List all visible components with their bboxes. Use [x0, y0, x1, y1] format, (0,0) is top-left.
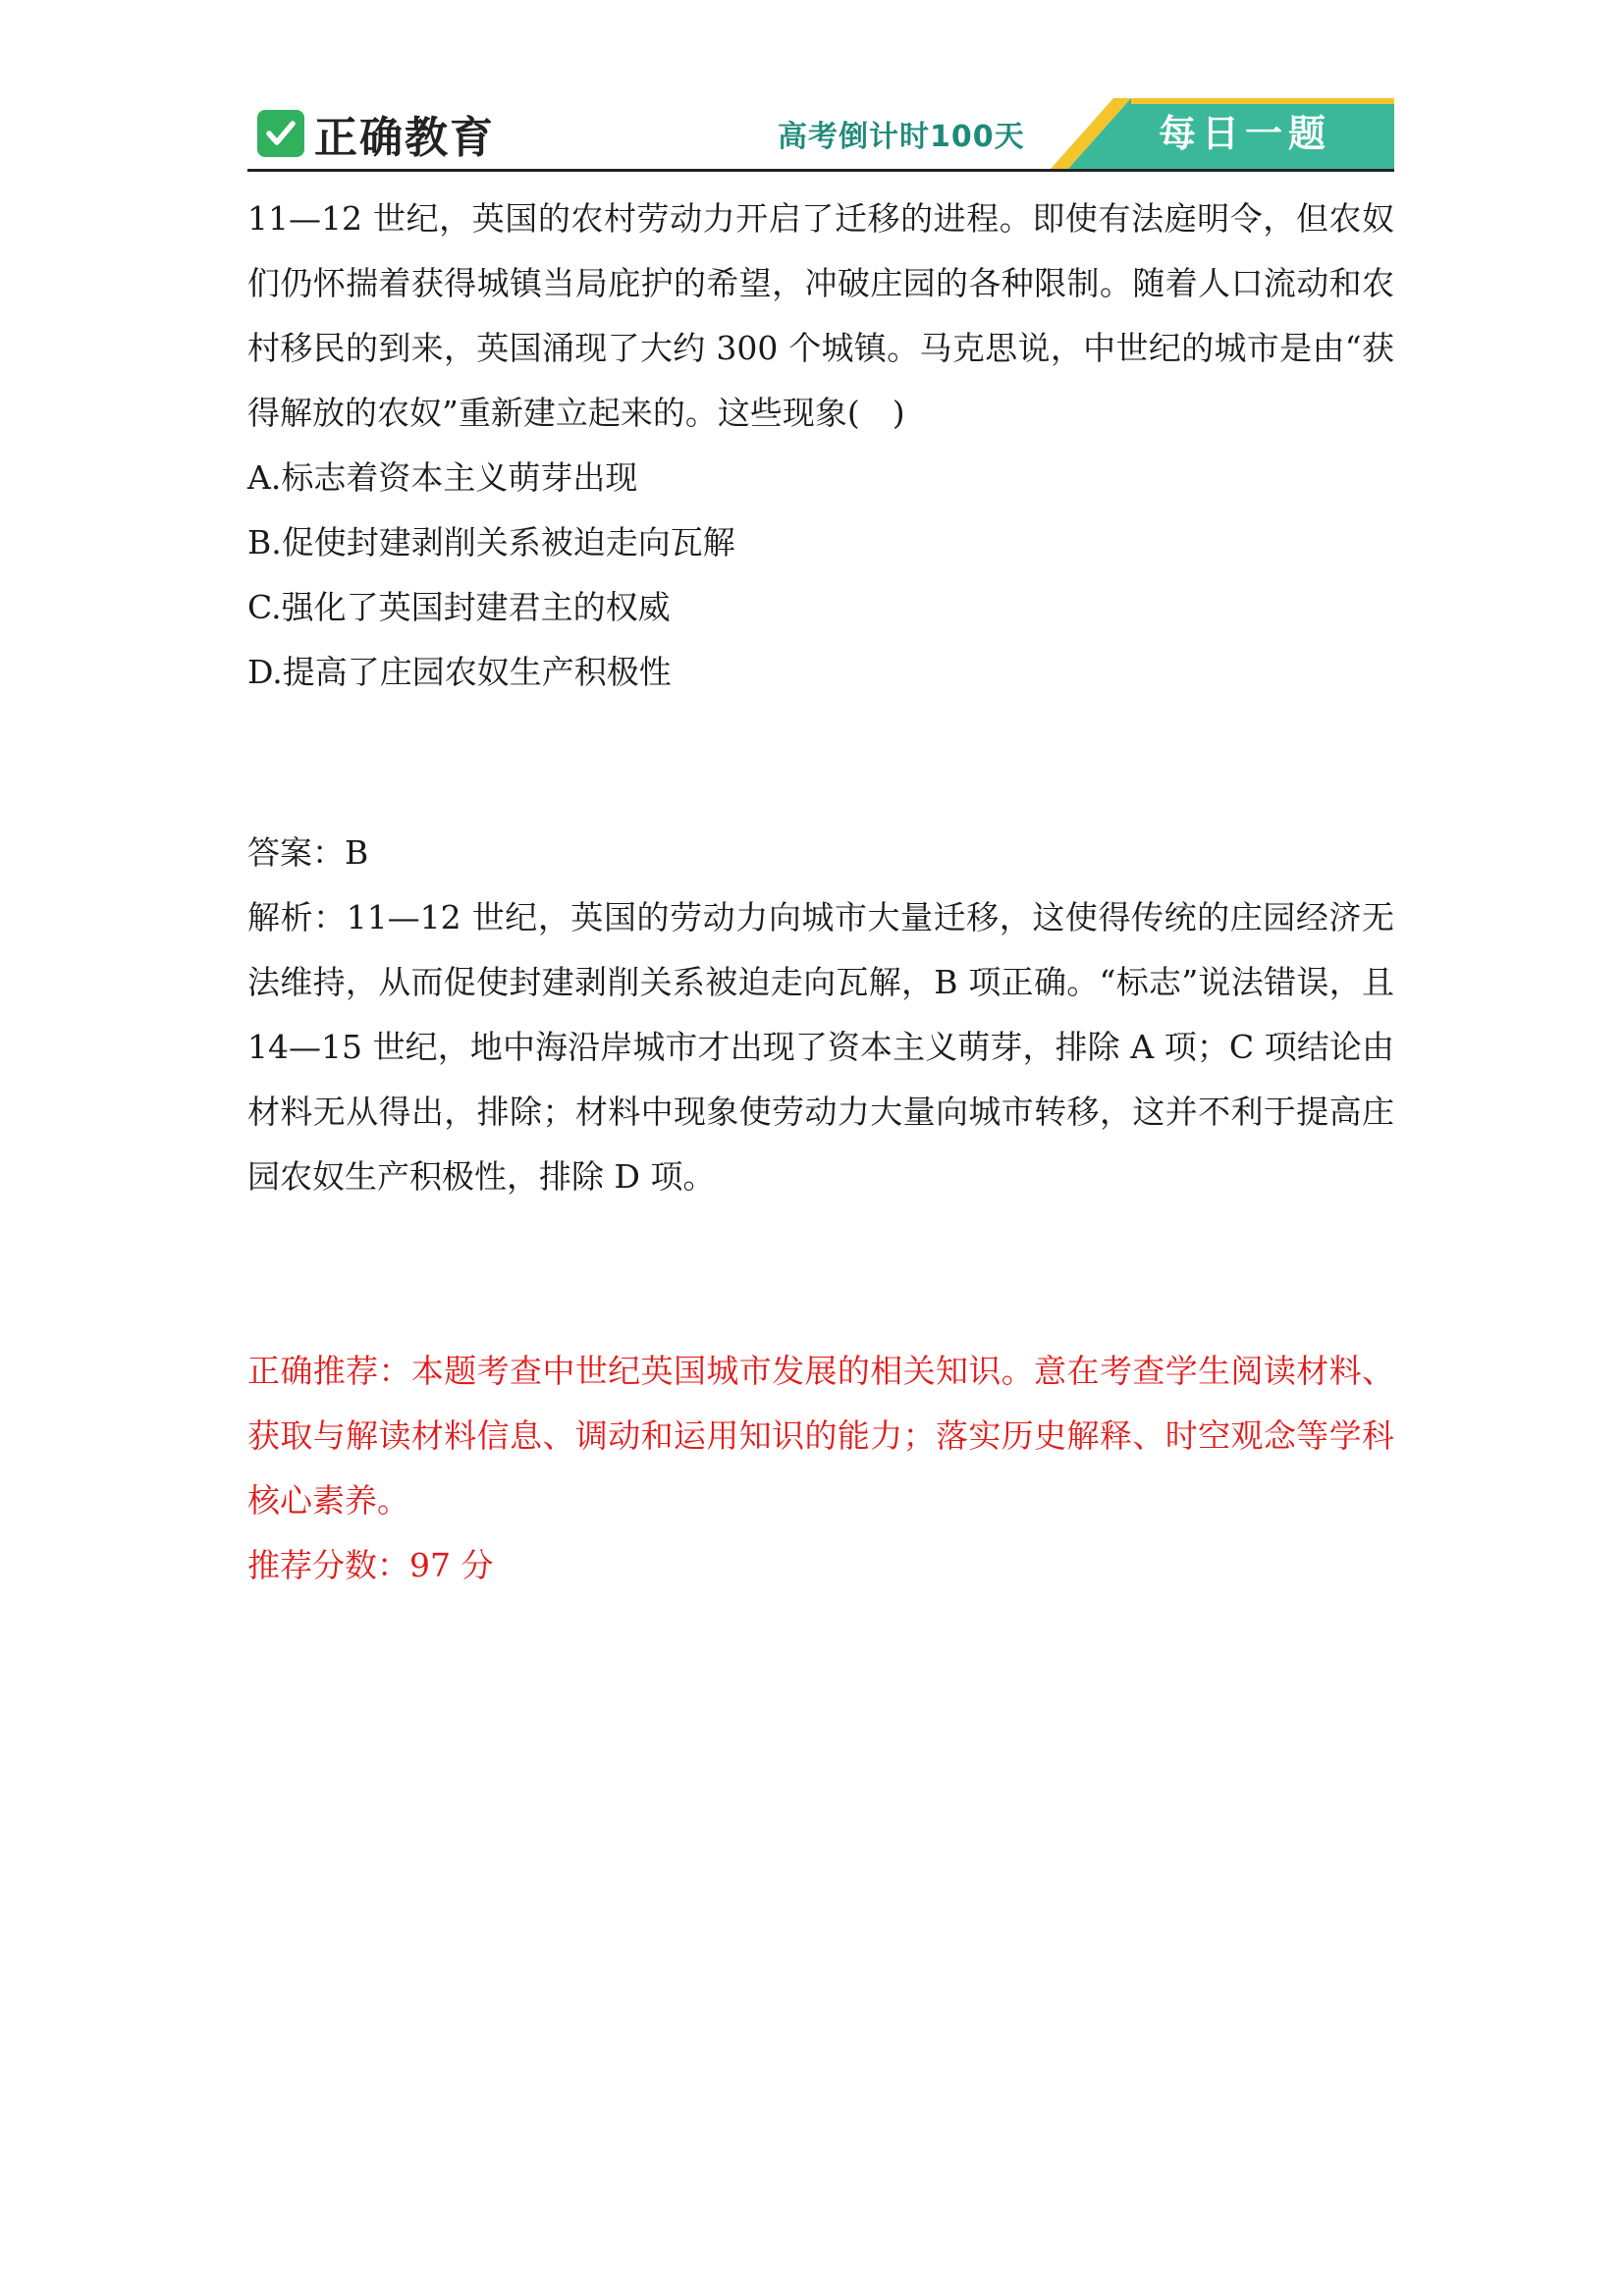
option-a: A.标志着资本主义萌芽出现	[247, 458, 638, 497]
option-b: B.促使封建剥削关系被迫走向瓦解	[247, 523, 735, 561]
brand-name: 正确教育	[314, 113, 495, 163]
recommendation-text: 正确推荐：本题考查中世纪英国城市发展的相关知识。意在考查学生阅读材料、获取与解读材料信息、调动和运用知识的能力；落实历史解释、时空观念等学科核心素养。	[247, 1352, 1394, 1520]
option-c: C.强化了英国封建君主的权威	[247, 588, 671, 626]
daily-question-tab	[1051, 98, 1394, 169]
question-content	[247, 187, 1394, 1598]
answer-analysis: 解析：11—12 世纪，英国的劳动力向城市大量迁移，这使得传统的庄园经济无法维持，从而促使封建剥削关系被迫走向瓦解，B 项正确。“标志”说法错误，且 14—15 世纪，地中海沿岸城市才出现了资本主义萌芽，排除 A 项；C 项结论由材料无从得出，排除；材料中现象使劳动力大量向城市转移，这并不利于提高庄园农奴生产积极性，排除 D 项。	[247, 898, 1394, 1196]
question-stem: 11—12 世纪，英国的农村劳动力开启了迁移的进程。即使有法庭明令，但农奴们仍怀揣着获得城镇当局庇护的希望，冲破庄园的各种限制。随着人口流动和农村移民的到来，英国涌现了大约 300 个城镇。马克思说，中世纪的城市是由“获得解放的农奴”重新建立起来的。这些现象( )	[247, 199, 1394, 432]
recommendation-score: 推荐分数：97 分	[247, 1546, 494, 1584]
answer-label: 答案：B	[247, 833, 369, 872]
spacer	[247, 1209, 1394, 1339]
spacer	[247, 705, 1394, 821]
checkmark-icon	[257, 110, 304, 157]
option-d: D.提高了庄园农奴生产积极性	[247, 653, 672, 691]
brand-logo	[257, 106, 495, 161]
daily-question-label: 每日一题	[1159, 112, 1332, 155]
header-banner	[247, 98, 1394, 172]
exam-countdown: 高考倒计时100天	[778, 120, 1025, 154]
